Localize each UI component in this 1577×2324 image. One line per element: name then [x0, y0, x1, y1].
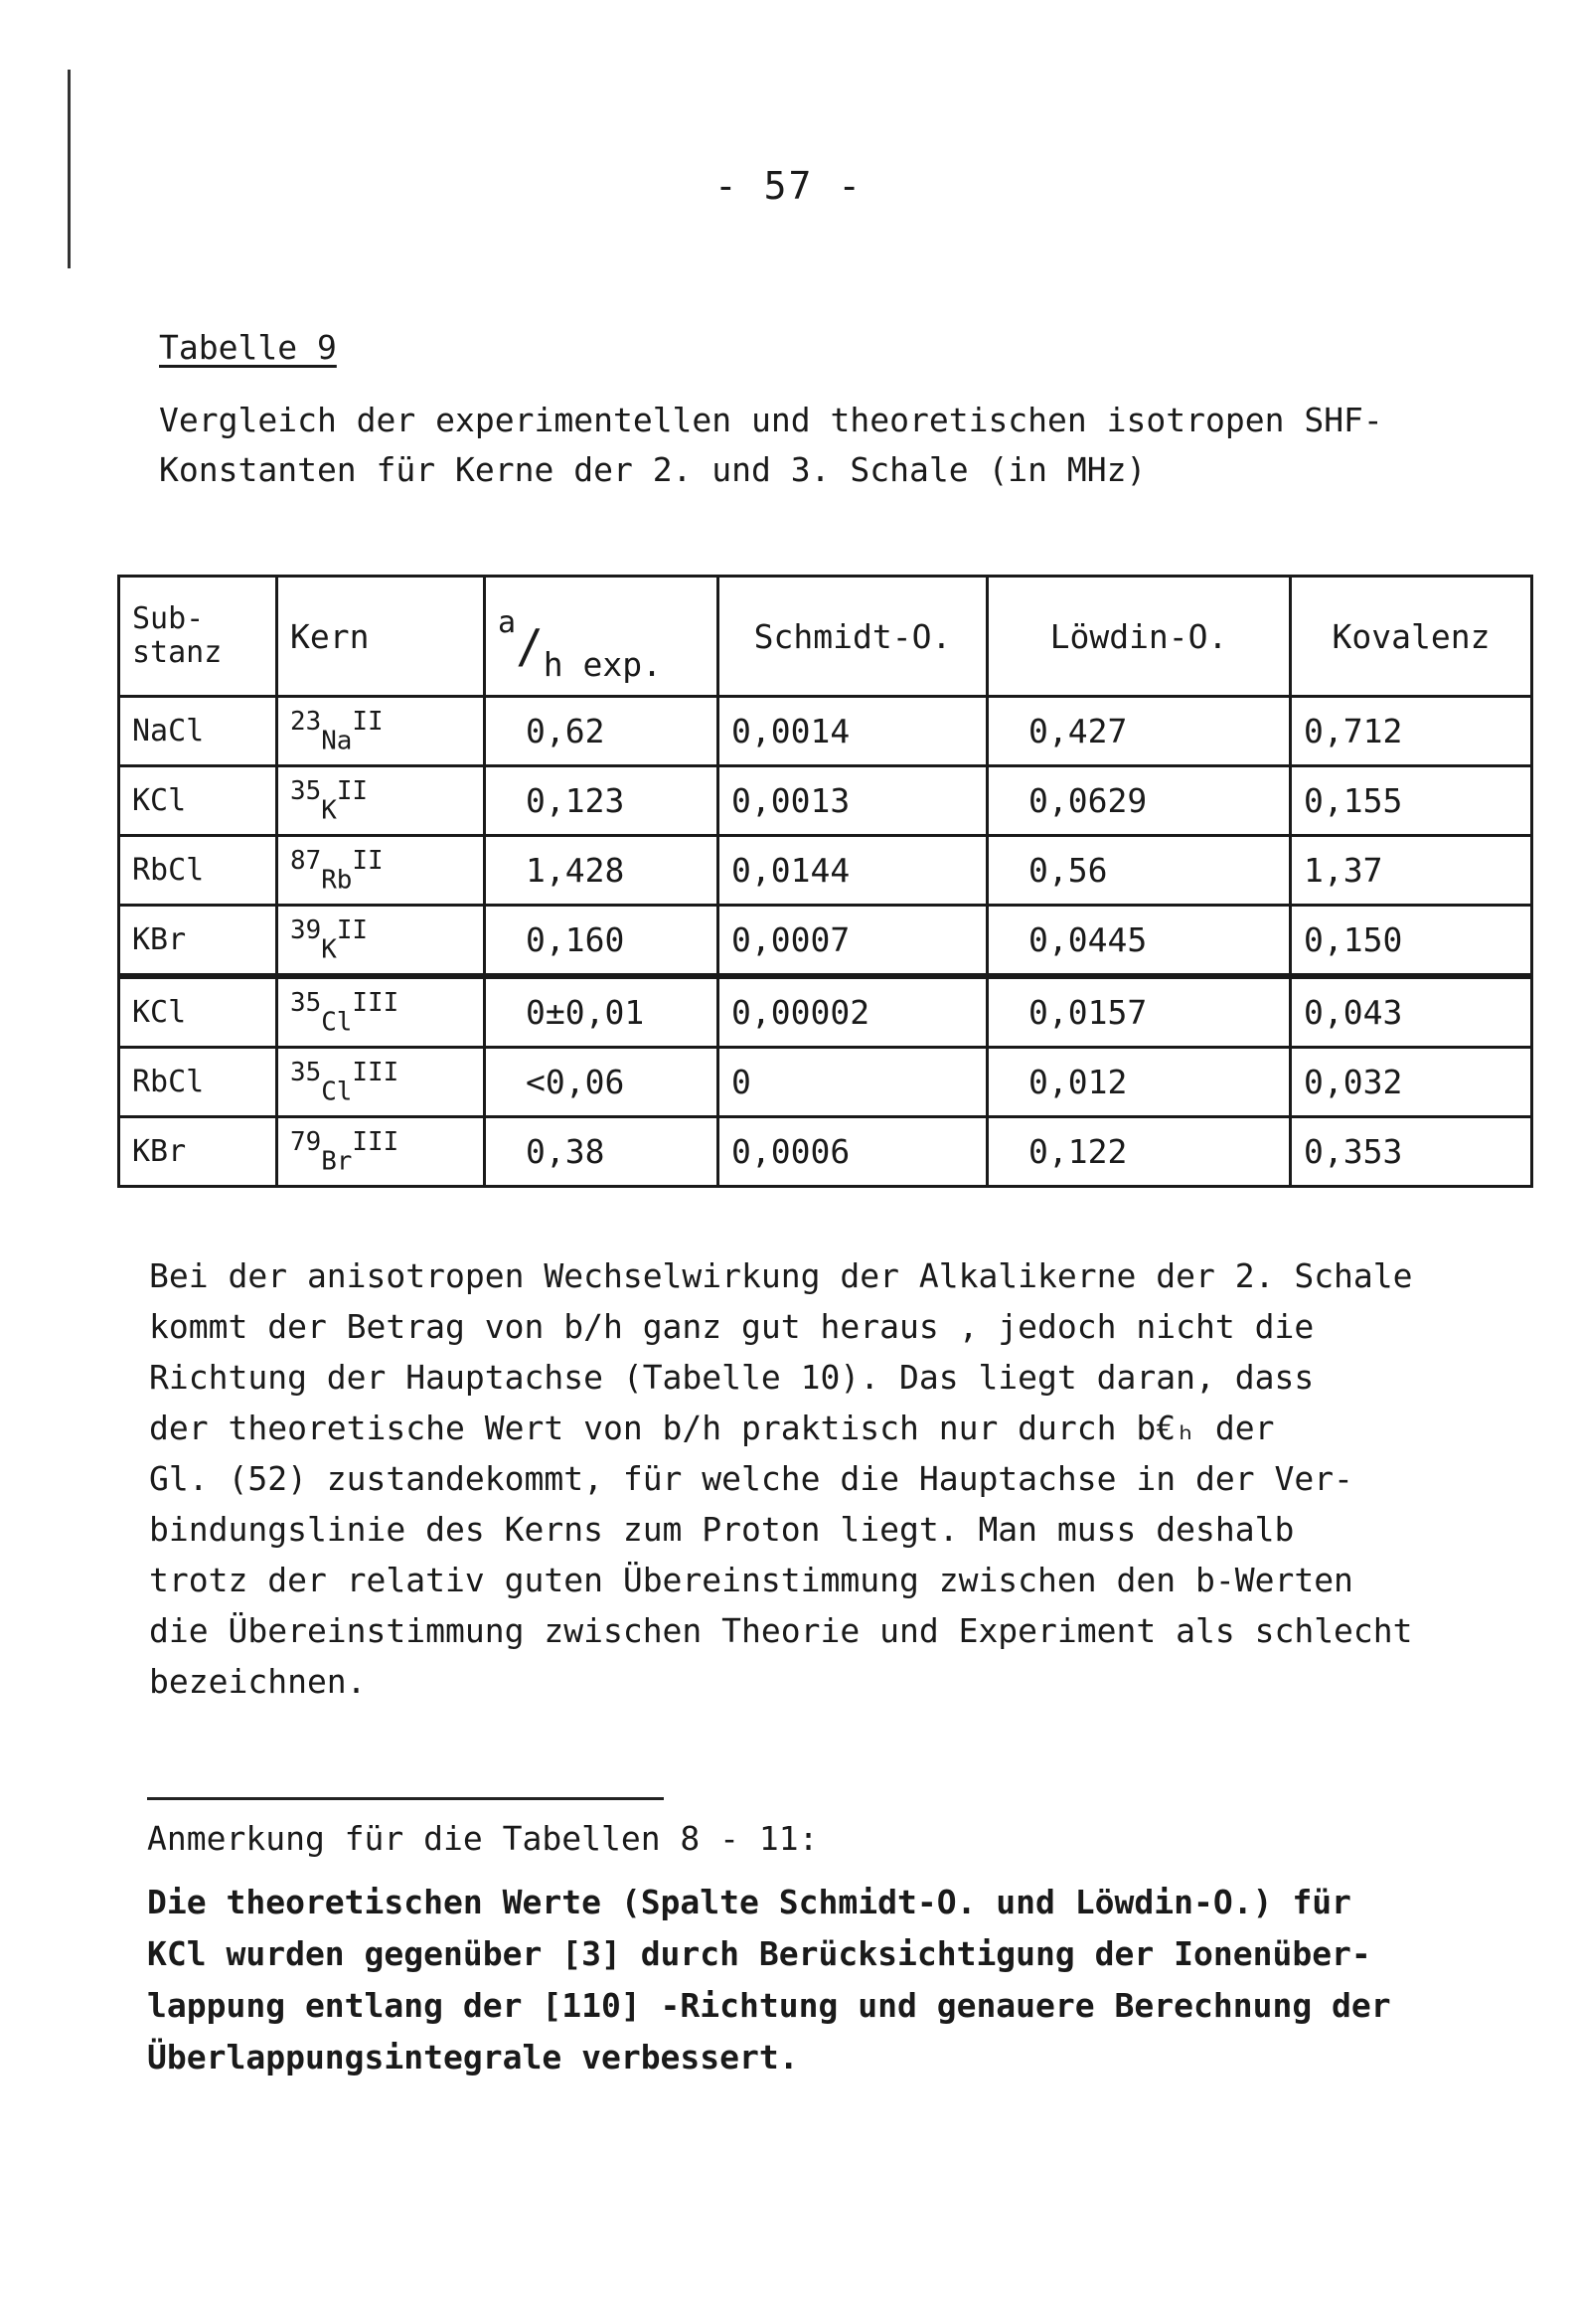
cell-kovalenz: 0,353 [1291, 1117, 1532, 1187]
cell-kern [277, 836, 485, 906]
cell-schmidt: 0,0007 [718, 906, 988, 977]
header-a-h-exp [485, 577, 718, 697]
cell-kern [277, 697, 485, 766]
cell-schmidt: 0,0013 [718, 766, 988, 836]
kern-element: K [321, 795, 337, 826]
kern-shell: II [336, 775, 369, 806]
kern-mass: 23 [290, 706, 322, 737]
cell-a-h-exp: 0,160 [485, 906, 718, 977]
table-row [119, 766, 1532, 836]
kern-mass: 35 [290, 775, 322, 806]
cell-a-h-exp: 0,62 [485, 697, 718, 766]
table-body [119, 697, 1532, 1187]
kern-element: Cl [321, 1007, 353, 1038]
cell-kern [277, 906, 485, 977]
kern-element: Cl [321, 1077, 353, 1107]
cell-schmidt: 0 [718, 1048, 988, 1117]
cell-kern [277, 1048, 485, 1117]
cell-substanz: KBr [119, 1117, 277, 1187]
kern-element: Na [321, 726, 353, 756]
cell-kovalenz: 0,712 [1291, 697, 1532, 766]
kern-mass: 79 [290, 1126, 322, 1157]
kern-shell: III [352, 987, 399, 1018]
cell-kovalenz: 0,032 [1291, 1048, 1532, 1117]
table-caption: Vergleich der experimentellen und theoretischen isotropen SHF- Konstanten für Kerne der 2. und 3. Schale (in MHz) [159, 401, 1383, 489]
footnote-rule [147, 1797, 664, 1800]
table-label: Tabelle 9 [159, 328, 337, 367]
cell-kovalenz: 0,155 [1291, 766, 1532, 836]
header-kovalenz: Kovalenz [1291, 577, 1532, 697]
cell-a-h-exp: 1,428 [485, 836, 718, 906]
cell-kern [277, 976, 485, 1048]
header-a-h-exp-slash: / [516, 619, 544, 673]
header-a-h-exp-rest: h exp. [543, 645, 662, 684]
cell-a-h-exp: 0,123 [485, 766, 718, 836]
cell-substanz: KCl [119, 976, 277, 1048]
cell-schmidt: 0,00002 [718, 976, 988, 1048]
cell-loewdin: 0,0629 [988, 766, 1291, 836]
header-substanz: Sub- stanz [119, 577, 277, 697]
cell-kovalenz: 0,043 [1291, 976, 1532, 1048]
cell-substanz: KCl [119, 766, 277, 836]
header-schmidt: Schmidt-O. [718, 577, 988, 697]
page-number: - 57 - [713, 164, 864, 208]
kern-mass: 87 [290, 845, 322, 876]
table-row [119, 906, 1532, 977]
kern-element: K [321, 934, 337, 965]
cell-schmidt: 0,0006 [718, 1117, 988, 1187]
kern-shell: II [352, 706, 384, 737]
cell-loewdin: 0,427 [988, 697, 1291, 766]
cell-schmidt: 0,0014 [718, 697, 988, 766]
cell-substanz: RbCl [119, 1048, 277, 1117]
kern-mass: 39 [290, 914, 322, 945]
kern-shell: II [352, 845, 384, 876]
cell-a-h-exp: 0±0,01 [485, 976, 718, 1048]
kern-shell: III [352, 1126, 399, 1157]
cell-loewdin: 0,56 [988, 836, 1291, 906]
cell-a-h-exp: 0,38 [485, 1117, 718, 1187]
cell-kovalenz: 0,150 [1291, 906, 1532, 977]
table-row [119, 836, 1532, 906]
footnote-body: Die theoretischen Werte (Spalte Schmidt-O. und Löwdin-O.) für KCl wurden gegenüber [3] durch Berücksichtigung der Ionenüber- lappung entlang der [110] -Richtung und genauere Berechnung der Überlappungsintegrale verbessert. [147, 1883, 1391, 2076]
cell-loewdin: 0,012 [988, 1048, 1291, 1117]
kern-element: Rb [321, 865, 353, 896]
table-header-row [119, 577, 1532, 697]
cell-kovalenz: 1,37 [1291, 836, 1532, 906]
body-paragraph: Bei der anisotropen Wechselwirkung der Alkalikerne der 2. Schale kommt der Betrag von b/h ganz gut heraus , jedoch nicht die Richtung der Hauptachse (Tabelle 10). Das liegt daran, dass der theoretische Wert von b/h praktisch nur durch b€ₕ der Gl. (52) zustandekommt, für welche die Hauptachse in der Ver- bindungslinie des Kerns zum Proton liegt. Man muss deshalb trotz der relativ guten Übereinstimmung zwischen den b-Werten die Übereinstimmung zwischen Theorie und Experiment als schlecht bezeichnen. [149, 1256, 1413, 1701]
cell-loewdin: 0,122 [988, 1117, 1291, 1187]
cell-loewdin: 0,0157 [988, 976, 1291, 1048]
cell-a-h-exp: <0,06 [485, 1048, 718, 1117]
table-row [119, 1048, 1532, 1117]
kern-mass: 35 [290, 1057, 322, 1087]
kern-shell: II [336, 914, 369, 945]
kern-mass: 35 [290, 987, 322, 1018]
table-row [119, 1117, 1532, 1187]
cell-loewdin: 0,0445 [988, 906, 1291, 977]
cell-substanz: KBr [119, 906, 277, 977]
table-row [119, 697, 1532, 766]
header-a-h-exp-a: a [498, 605, 517, 640]
kern-shell: III [352, 1057, 399, 1087]
header-loewdin: Löwdin-O. [988, 577, 1291, 697]
cell-kern [277, 766, 485, 836]
footnote-title: Anmerkung für die Tabellen 8 - 11: [147, 1819, 819, 1858]
cell-schmidt: 0,0144 [718, 836, 988, 906]
cell-kern [277, 1117, 485, 1187]
header-kern: Kern [277, 577, 485, 697]
table-row [119, 976, 1532, 1048]
cell-substanz: NaCl [119, 697, 277, 766]
shf-constants-table [117, 575, 1533, 1188]
cell-substanz: RbCl [119, 836, 277, 906]
kern-element: Br [321, 1146, 353, 1177]
